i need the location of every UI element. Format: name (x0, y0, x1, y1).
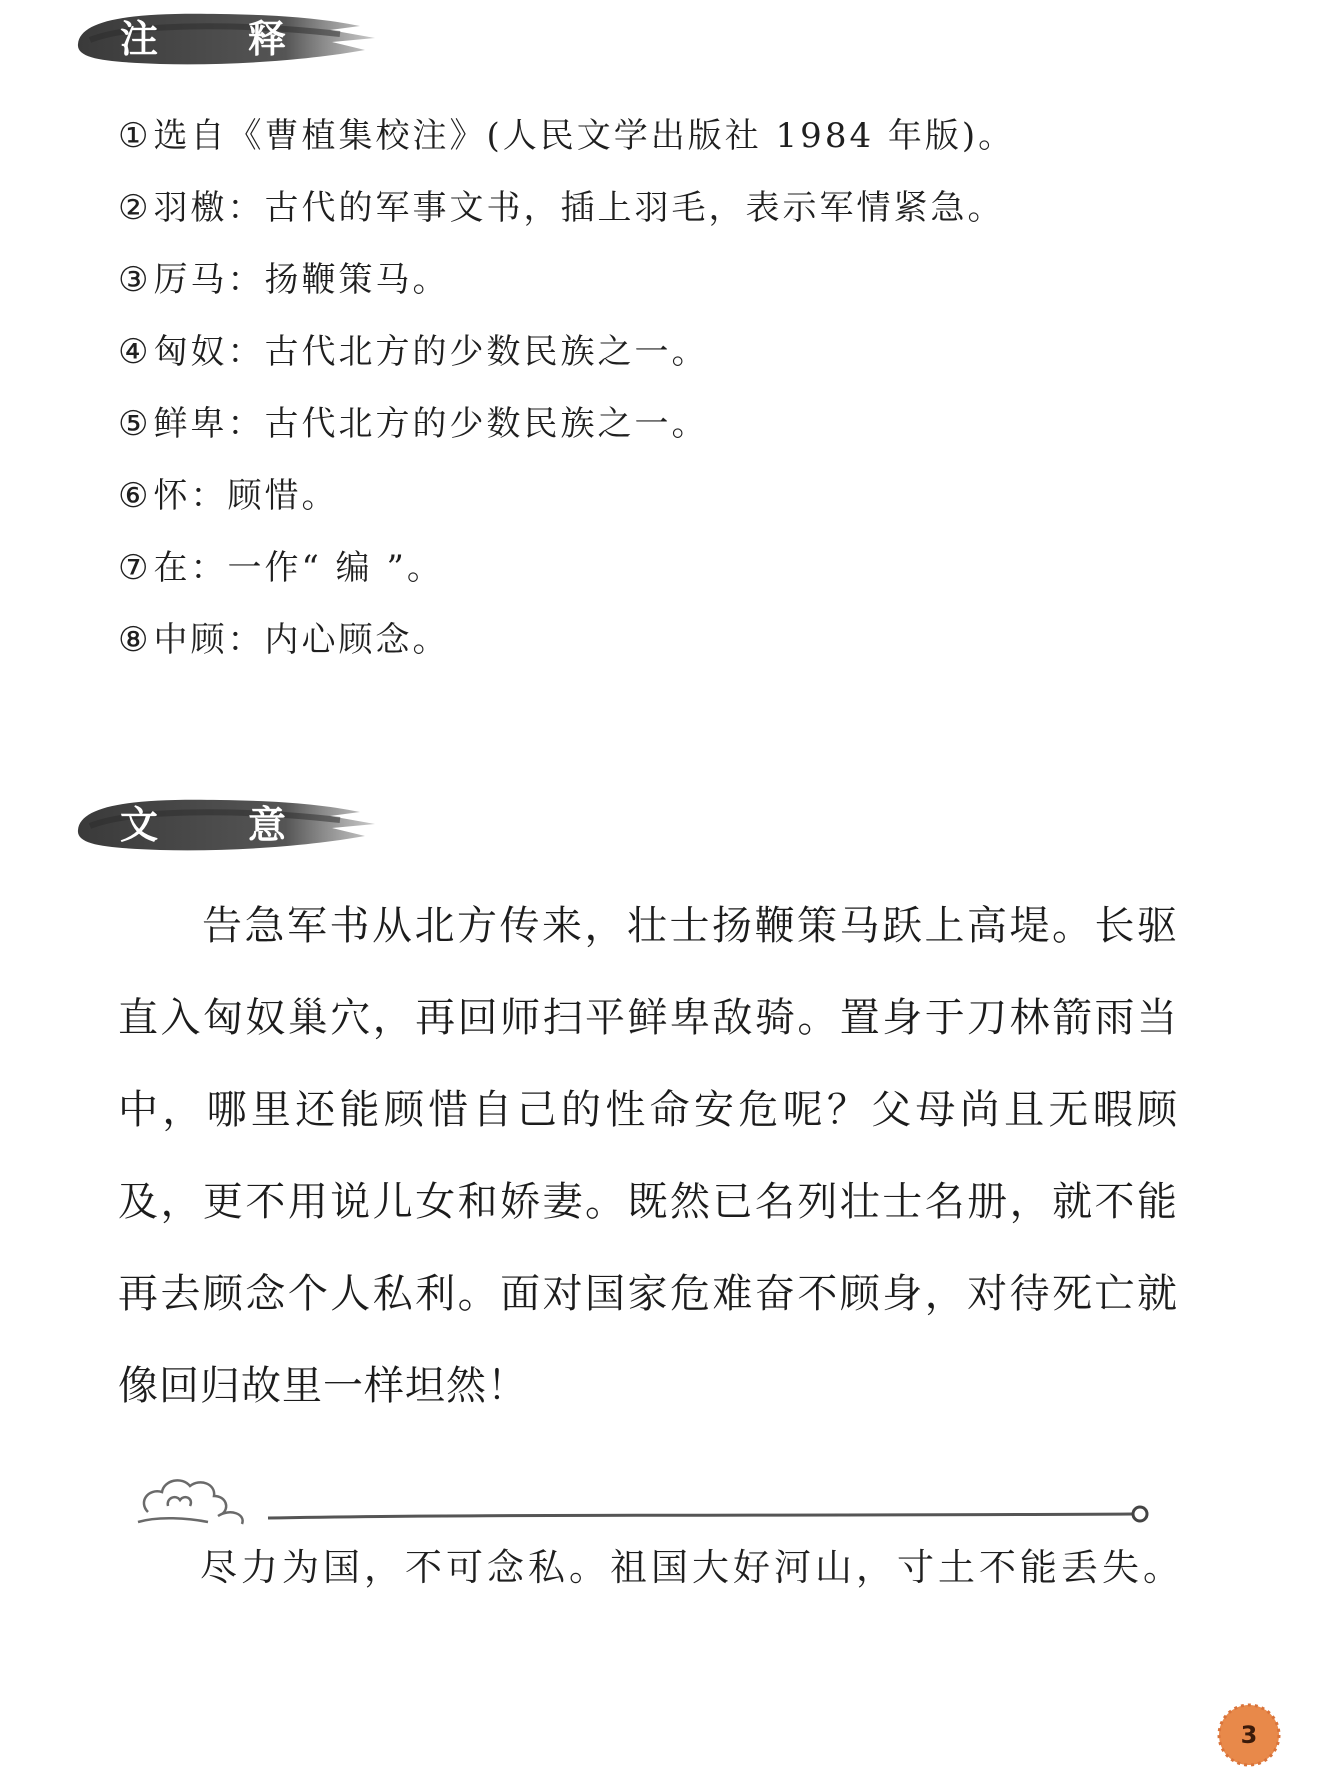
note-number: ② (118, 188, 152, 228)
meaning-heading-char-1: 文 (120, 802, 159, 847)
ink-brush-stroke (70, 786, 380, 866)
note-text: 在：一作“ 编 ”。 (153, 548, 444, 588)
note-text: 厉马：扬鞭策马。 (153, 260, 450, 300)
note-item (118, 328, 1118, 400)
note-item (118, 184, 1118, 256)
note-item (118, 256, 1118, 328)
notes-heading-char-2: 释 (248, 16, 287, 61)
note-number: ⑤ (118, 404, 152, 444)
note-number: ③ (118, 260, 152, 300)
page-number-badge (1214, 1700, 1284, 1770)
motto-text: 尽力为国，不可念私。祖国大好河山，寸土不能丢失。 (200, 1546, 1184, 1589)
note-text: 鲜卑：古代北方的少数民族之一。 (153, 404, 709, 444)
note-item (118, 544, 1118, 616)
note-number: ⑧ (118, 620, 152, 660)
notes-heading-banner (70, 0, 380, 80)
note-item (118, 112, 1118, 184)
cloud-divider (118, 1462, 1188, 1542)
ink-brush-stroke (70, 0, 380, 80)
note-number: ⑥ (118, 476, 152, 516)
note-item (118, 472, 1118, 544)
meaning-heading-banner (70, 786, 380, 866)
note-text: 怀：顾惜。 (153, 476, 339, 516)
note-item (118, 616, 1118, 688)
meaning-heading-char-2: 意 (248, 802, 287, 847)
note-number: ① (118, 116, 152, 156)
page-number: 3 (1240, 1721, 1258, 1749)
note-number: ④ (118, 332, 152, 372)
note-number: ⑦ (118, 548, 152, 588)
note-text: 中顾：内心顾念。 (153, 620, 450, 660)
note-text: 匈奴：古代北方的少数民族之一。 (153, 332, 709, 372)
note-text: 羽檄：古代的军事文书，插上羽毛，表示军情紧急。 (153, 188, 1005, 228)
meaning-paragraph: 告急军书从北方传来，壮士扬鞭策马跃上高堤。长驱直入匈奴巢穴，再回师扫平鲜卑敌骑。置身于刀林箭雨当中，哪里还能顾惜自己的性命安危呢？父母尚且无暇顾及，更不用说儿女和娇妻。既然已名列壮士名册，就不能再去顾念个人私利。面对国家危难奋不顾身，对待死亡就像回归故里一样坦然！ (118, 903, 1178, 1409)
note-text: 选自《曹植集校注》(人民文学出版社 1984 年版)。 (153, 116, 1016, 156)
cloud-ornament-icon (118, 1462, 1188, 1542)
notes-list (118, 112, 1118, 688)
note-item (118, 400, 1118, 472)
notes-heading-char-1: 注 (120, 16, 159, 61)
